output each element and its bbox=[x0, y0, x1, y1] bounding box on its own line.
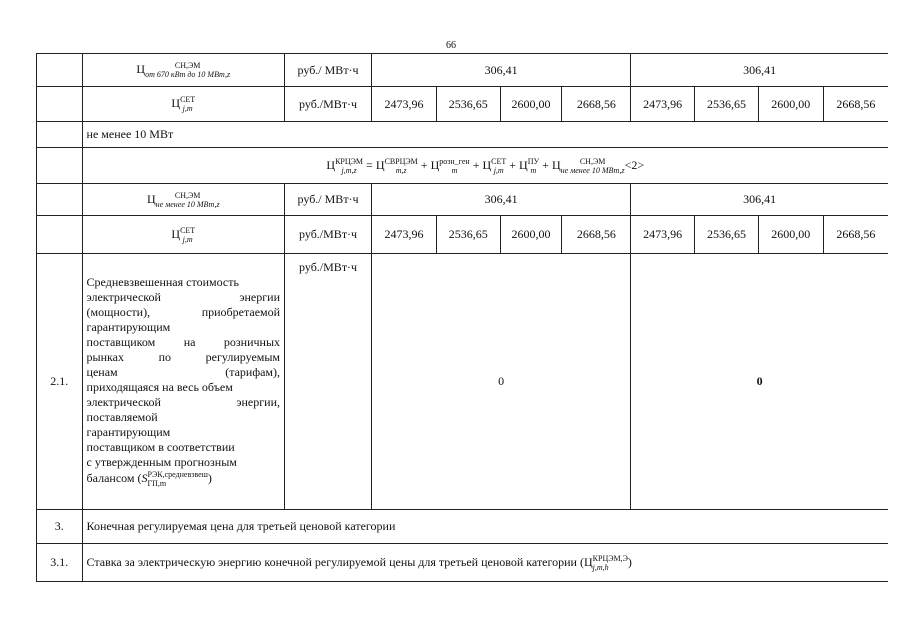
page-number: 66 bbox=[446, 40, 456, 51]
symbol-cell: Ц СЕТ j,m bbox=[82, 216, 284, 254]
row-number-cell bbox=[37, 184, 83, 216]
value-cell: 2536,65 bbox=[695, 87, 759, 122]
table-row bbox=[37, 510, 889, 544]
table-row bbox=[37, 54, 889, 87]
value-cell: 2600,00 bbox=[758, 216, 823, 254]
description-line: электрической энергии bbox=[86, 290, 281, 304]
description-line: приходящаяся на весь объем bbox=[86, 380, 233, 394]
symbol-cell: Ц СН,ЭМ от 670 кВт до 10 МВт,z bbox=[82, 54, 284, 87]
value-cell: 0 bbox=[372, 254, 631, 510]
table-row bbox=[37, 216, 889, 254]
value-cell: 2536,65 bbox=[436, 87, 500, 122]
value-cell: 2668,56 bbox=[562, 87, 631, 122]
unit-cell: руб./ МВт·ч bbox=[285, 184, 372, 216]
description-line: поставщиком на розничных bbox=[86, 335, 281, 349]
value-cell: 2536,65 bbox=[695, 216, 759, 254]
table-row bbox=[37, 254, 889, 510]
table-row bbox=[37, 544, 889, 582]
unit-cell: руб./ МВт·ч bbox=[285, 54, 372, 87]
value-cell: 306,41 bbox=[631, 54, 888, 87]
value-cell: 2600,00 bbox=[500, 87, 562, 122]
description-line: балансом (S РЭК,средневзвеш ГП,m ) bbox=[86, 470, 212, 488]
value-cell: 2668,56 bbox=[823, 87, 888, 122]
unit-cell: руб./МВт·ч bbox=[285, 87, 372, 122]
row-number-cell bbox=[37, 216, 83, 254]
value-cell: 2536,65 bbox=[436, 216, 500, 254]
price-formula: Ц КРЦЭМ j,m,z = Ц СВРЦЭМ m,z + Ц розн_ген m + Ц СЕТ j,m + Ц ПУ m + Ц СН,ЭМ не менее 10 МВт,z <2> bbox=[82, 148, 888, 184]
value-cell: 2668,56 bbox=[562, 216, 631, 254]
section-label: не менее 10 МВт bbox=[82, 122, 888, 148]
table-row bbox=[37, 148, 889, 184]
value-cell: 2600,00 bbox=[758, 87, 823, 122]
value-cell: 2600,00 bbox=[500, 216, 562, 254]
value-cell: 2668,56 bbox=[823, 216, 888, 254]
table-row bbox=[37, 87, 889, 122]
section-heading: Ставка за электрическую энергию конечной регулируемой цены для третьей ценовой категории (Ц КРЦЭМ,Э j,m,h ) bbox=[82, 544, 888, 582]
description-line: (мощности), приобретаемой bbox=[86, 305, 281, 319]
value-cell: 306,41 bbox=[372, 54, 631, 87]
row-number-cell bbox=[37, 54, 83, 87]
value-cell: 306,41 bbox=[372, 184, 631, 216]
unit-cell: руб./МВт·ч bbox=[285, 216, 372, 254]
description-line: рынках по регулируемым bbox=[86, 350, 281, 364]
value-cell: 2473,96 bbox=[631, 87, 695, 122]
description-cell bbox=[82, 254, 284, 510]
row-number-cell: 3.1. bbox=[37, 544, 83, 582]
description-line: Средневзвешенная стоимость bbox=[86, 275, 239, 289]
row-number-cell bbox=[37, 148, 83, 184]
description-line: с утвержденным прогнозным bbox=[86, 455, 237, 469]
value-cell: 2473,96 bbox=[372, 216, 437, 254]
tariff-table bbox=[36, 53, 888, 582]
description-line: гарантирующим bbox=[86, 320, 171, 334]
description-line: поставщиком в соответствии bbox=[86, 440, 235, 454]
description-line: гарантирующим bbox=[86, 425, 171, 439]
row-number-cell: 2.1. bbox=[37, 254, 83, 510]
value-cell: 0 bbox=[631, 254, 888, 510]
footnote-ref: <2> bbox=[624, 157, 645, 172]
row-number-cell: 3. bbox=[37, 510, 83, 544]
value-cell: 306,41 bbox=[631, 184, 888, 216]
row-number-cell bbox=[37, 87, 83, 122]
symbol-cell: Ц СН,ЭМ не менее 10 МВт,z bbox=[82, 184, 284, 216]
unit-cell: руб./МВт·ч bbox=[285, 254, 372, 510]
description-line: электрической энергии, bbox=[86, 395, 281, 409]
table-row bbox=[37, 122, 889, 148]
table-row bbox=[37, 184, 889, 216]
value-cell: 2473,96 bbox=[372, 87, 437, 122]
section-heading: Конечная регулируемая цена для третьей ценовой категории bbox=[82, 510, 888, 544]
value-cell: 2473,96 bbox=[631, 216, 695, 254]
description-line: ценам (тарифам), bbox=[86, 365, 281, 379]
row-number-cell bbox=[37, 122, 83, 148]
description-line: поставляемой bbox=[86, 410, 158, 424]
symbol-cell: Ц СЕТ j,m bbox=[82, 87, 284, 122]
